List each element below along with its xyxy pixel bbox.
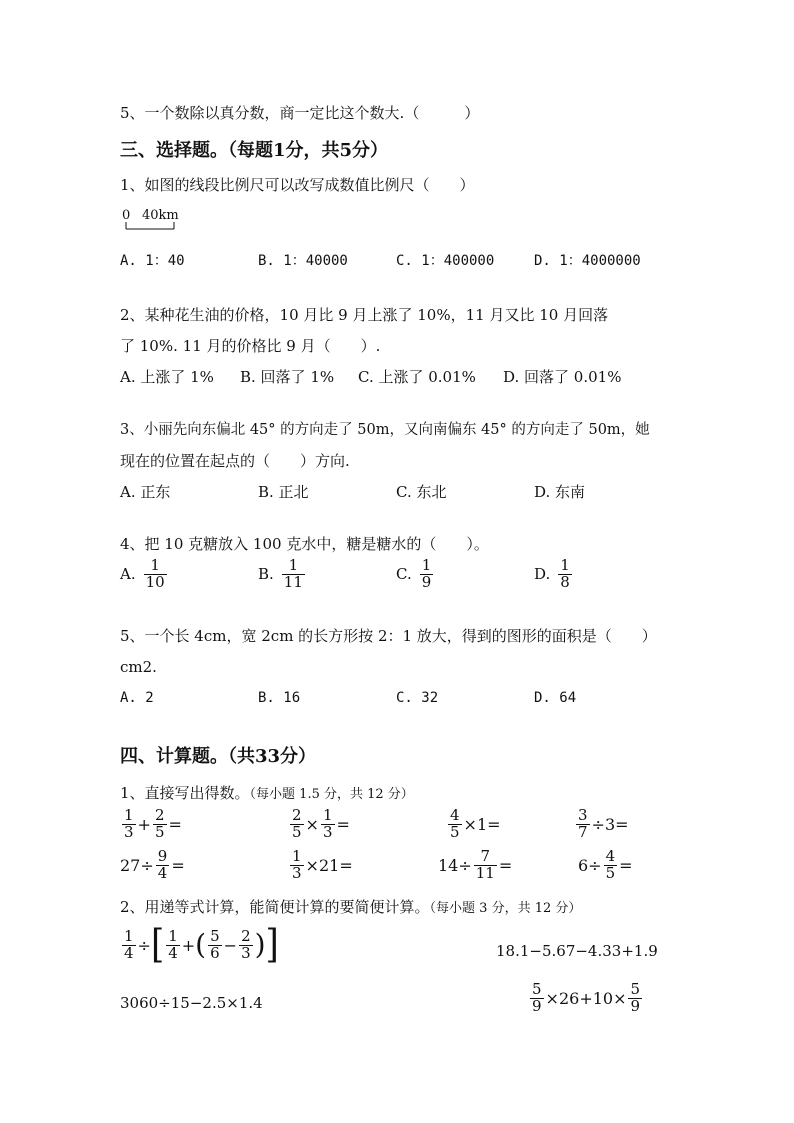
- frac: $\frac{9}{4}$: [157, 847, 168, 882]
- frac: $\frac{1}{4}$: [124, 926, 134, 962]
- frac: $\frac{5}{9}$: [532, 980, 542, 1015]
- q1-option-d: D. 1：4000000: [534, 253, 641, 269]
- expr-r1-d: $\frac{3}{7}$ ÷3=: [578, 806, 629, 841]
- expr-e1: $\frac{1}{4}$ ÷ [ $\frac{1}{4}$ + ( $\frac{5}{6}$ − $\frac{2}{3}$ ) ]: [124, 922, 279, 968]
- q3-option-d: D. 东南: [534, 483, 586, 501]
- frac: $\frac{3}{7}$: [578, 806, 588, 841]
- q4-option-c-label: C.: [396, 565, 412, 584]
- q4-option-b: [258, 558, 307, 591]
- frac: $\frac{1}{3}$: [124, 806, 134, 841]
- q5-option-d: D. 64: [534, 690, 577, 706]
- frac: $\frac{1}{4}$: [168, 926, 178, 962]
- q4-option-a-label: A.: [120, 565, 136, 584]
- q2-option-c: C. 上涨了 0.01%: [358, 368, 476, 386]
- section-heading-choice: 三、选择题。（每题1分，共5分）: [120, 140, 389, 161]
- q4-option-b-fraction: $\frac{1}{11}$: [283, 556, 303, 591]
- q4-option-c-fraction: $\frac{1}{9}$: [421, 556, 432, 591]
- expr-e3: 3060÷15−2.5×1.4: [120, 994, 263, 1012]
- q4-option-d-fraction: $\frac{1}{8}$: [560, 556, 570, 591]
- question-2-line1: 2、某种花生油的价格，10 月比 9 月上涨了 10%，11 月又比 10 月回落: [120, 306, 609, 324]
- right-bracket: ]: [265, 922, 279, 968]
- q4-option-d-label: D.: [534, 565, 551, 584]
- expr-r2-a: 27÷ $\frac{9}{4}$ =: [120, 847, 185, 882]
- q2-option-a: A. 上涨了 1%: [120, 368, 214, 386]
- calc-q2-title-text: 2、用递等式计算，能简便计算的要简便计算。: [120, 898, 430, 916]
- q4-option-c: [396, 558, 435, 591]
- q4-option-b-label: B.: [258, 565, 274, 584]
- question-5-line2: cm2.: [120, 658, 157, 676]
- expr-e4: $\frac{5}{9}$ ×26+10× $\frac{5}{9}$: [532, 980, 641, 1015]
- q2-option-d: D. 回落了 0.01%: [503, 368, 622, 386]
- expr-r1-a: $\frac{1}{3}$ + $\frac{2}{5}$ =: [124, 806, 182, 841]
- calc-question-2-title: [120, 896, 581, 917]
- expr-r1-c: $\frac{4}{5}$ ×1=: [450, 806, 501, 841]
- expr-r2-c: 14÷ $\frac{7}{11}$ =: [438, 847, 513, 882]
- question-4-text: 4、把 10 克糖放入 100 克水中，糖是糖水的（ ）。: [120, 535, 489, 553]
- frac: $\frac{2}{3}$: [241, 926, 251, 962]
- q4-option-a-fraction: $\frac{1}{10}$: [145, 556, 165, 591]
- previous-question-5: 5、一个数除以真分数，商一定比这个数大.（ ）: [120, 104, 480, 122]
- q3-option-b: B. 正北: [258, 483, 309, 501]
- left-bracket: [: [150, 922, 165, 968]
- q4-option-a: [120, 558, 169, 591]
- question-2-line2: 了 10%. 11 月的价格比 9 月（ ）.: [120, 337, 381, 355]
- calc-q1-title-text: 1、直接写出得数。: [120, 784, 250, 802]
- q2-option-b: B. 回落了 1%: [240, 368, 335, 386]
- expr-e2: 18.1−5.67−4.33+1.9: [496, 942, 658, 960]
- expr-r1-b: $\frac{2}{5}$ × $\frac{1}{3}$ =: [292, 806, 350, 841]
- scale-value-label: 40km: [142, 208, 179, 223]
- question-3-line1: 3、小丽先向东偏北 45° 的方向走了 50m，又向南偏东 45° 的方向走了 50m，她: [120, 422, 650, 438]
- question-3-line2: 现在的位置在起点的（ ）方向.: [120, 452, 350, 470]
- scale-zero-label: 0: [122, 208, 131, 223]
- scale-bar: [120, 208, 200, 232]
- q1-option-a: A. 1：40: [120, 253, 185, 269]
- section-heading-calculation: 四、计算题。（共33分）: [120, 746, 317, 767]
- frac: $\frac{7}{11}$: [475, 847, 495, 882]
- right-paren: ): [254, 928, 266, 961]
- calc-q1-note: （每小题 1.5 分，共 12 分）: [249, 787, 414, 802]
- q5-option-b: B. 16: [258, 690, 301, 706]
- frac: $\frac{4}{5}$: [450, 806, 460, 841]
- question-5-line1: 5、一个长 4cm，宽 2cm 的长方形按 2：1 放大，得到的图形的面积是（ ）: [120, 627, 657, 645]
- q5-option-c: C. 32: [396, 690, 439, 706]
- expr-r2-b: $\frac{1}{3}$ ×21=: [292, 847, 353, 882]
- frac: $\frac{1}{3}$: [292, 847, 302, 882]
- left-paren: (: [195, 928, 207, 961]
- frac: $\frac{5}{9}$: [630, 980, 641, 1015]
- q1-option-c: C. 1：400000: [396, 253, 495, 269]
- expr-r2-d: 6÷ $\frac{4}{5}$ =: [578, 847, 633, 882]
- frac: $\frac{4}{5}$: [605, 847, 616, 882]
- scale-bar-line: [124, 222, 176, 232]
- q5-option-a: A. 2: [120, 690, 154, 706]
- q3-option-a: A. 正东: [120, 483, 171, 501]
- calc-q2-note: （每小题 3 分，共 12 分）: [429, 901, 582, 916]
- question-1-text: 1、如图的线段比例尺可以改写成数值比例尺（ ）: [120, 176, 475, 194]
- frac: $\frac{5}{6}$: [210, 926, 220, 962]
- q1-option-b: B. 1：40000: [258, 253, 348, 269]
- frac: $\frac{1}{3}$: [322, 806, 333, 841]
- q3-option-c: C. 东北: [396, 483, 447, 501]
- q4-option-d: [534, 558, 574, 591]
- calc-question-1-title: [120, 782, 414, 803]
- frac: $\frac{2}{5}$: [154, 806, 165, 841]
- frac: $\frac{2}{5}$: [292, 806, 302, 841]
